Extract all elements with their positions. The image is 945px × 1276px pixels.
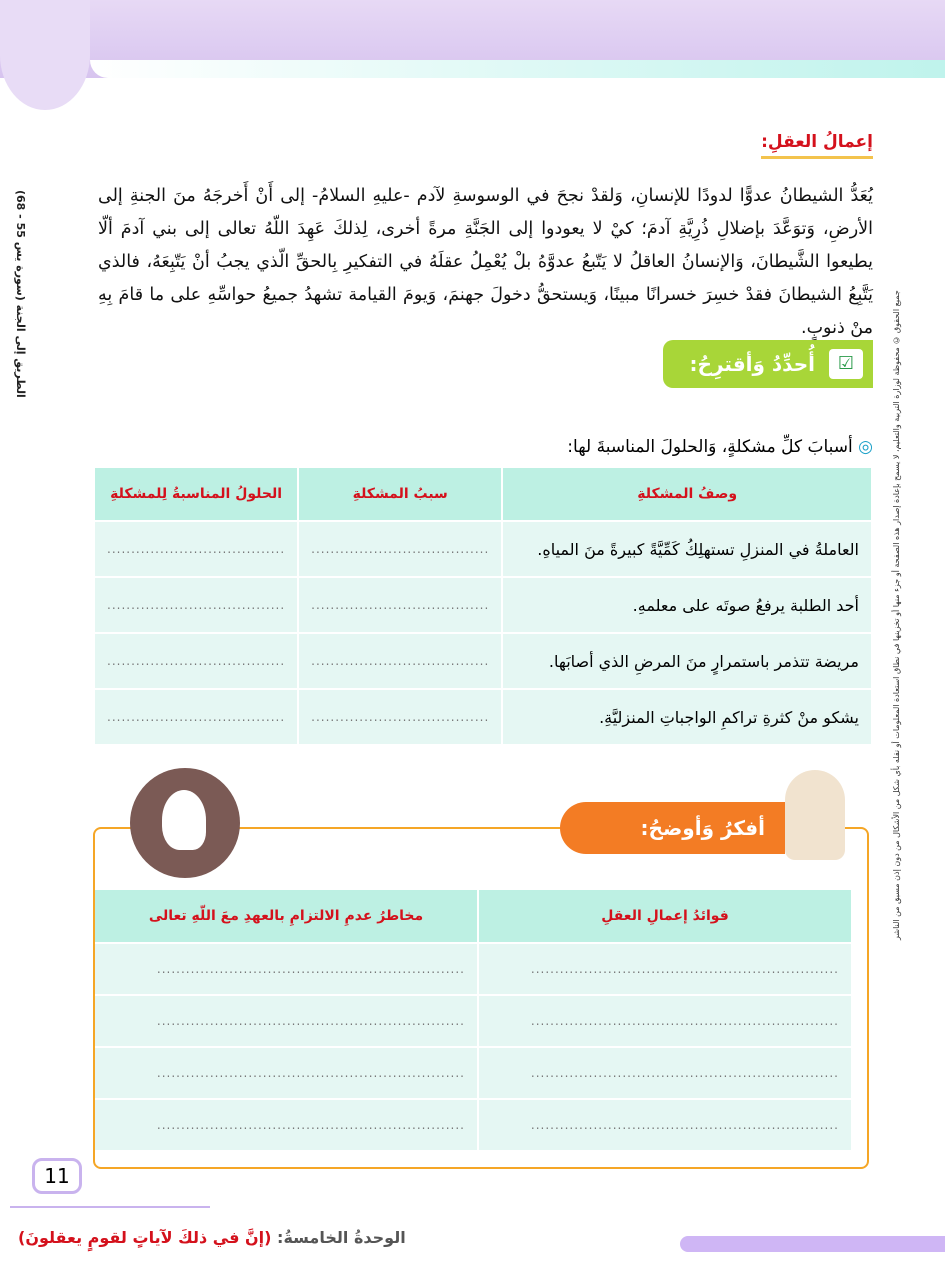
- activity1-title: أُحدِّدُ وَأقترِحُ:: [689, 352, 815, 376]
- cause-blank[interactable]: .....................................: [299, 690, 501, 744]
- benefits-risks-table: [93, 888, 853, 1152]
- benefit-blank[interactable]: ................................................................: [479, 1100, 851, 1150]
- unit-label: الوحدةُ الخامسةُ:: [277, 1228, 406, 1247]
- section-paragraph: يُعَدُّ الشيطانُ عدوًّا لدودًا للإنسانِ، وَلقدْ نجحَ في الوسوسةِ لآدم -عليهِ السلامُ- إلى أَنْ أَخرجَهُ منَ الجنةِ إلى الأرضِ، وَتوَعَّدَ بإضلالِ ذُرِيَّةِ آدمَ؛ كيْ لا يعودوا إلى الجَنَّةِ مرةً أخرى، لِذلكَ عَهِدَ اللّهُ تعالى إلى بني آدمَ ألّا يطيعوا الشَّيطانَ، وَالإنسانُ العاقلُ لا يَتّبعُ عدوَّهُ بلْ يُعْمِلُ عقلَهُ في التفكيرِ بِالحقِّ الّذي يجبُ أنْ يَتّبِعَهُ، فالذي يَتَّبِعُ الشيطانَ فقدْ خسِرَ خسرانًا مبينًا، وَيستحقُّ دخولَ جهنمَ، وَيومَ القيامة تشهدُ جميعُ حواسِّهِ على ما قامَ بِهِ منْ ذنوبٍ.: [98, 186, 873, 338]
- prompt-text: أسبابَ كلِّ مشكلةٍ، وَالحلولَ المناسبةَ لها:: [567, 437, 853, 457]
- head-lightbulb-icon: [130, 768, 240, 878]
- table-row: [95, 944, 851, 994]
- risk-blank[interactable]: ................................................................: [95, 944, 477, 994]
- table-row: [95, 690, 871, 744]
- cause-blank[interactable]: .....................................: [299, 578, 501, 632]
- solution-blank[interactable]: .....................................: [95, 634, 297, 688]
- footer-unit: [18, 1228, 406, 1247]
- header-description: وصفُ المشكلةِ: [503, 468, 871, 520]
- table-row: [95, 1048, 851, 1098]
- header-solution: الحلولُ المناسبةُ لِلمشكلةِ: [95, 468, 297, 520]
- risk-blank[interactable]: ................................................................: [95, 996, 477, 1046]
- cause-blank[interactable]: .....................................: [299, 634, 501, 688]
- benefit-blank[interactable]: ................................................................: [479, 944, 851, 994]
- footer-bar: [680, 1236, 945, 1252]
- cause-blank[interactable]: .....................................: [299, 522, 501, 576]
- unit-title: (إنَّ في ذلكَ لآياتٍ لقومٍ يعقلونَ): [18, 1228, 272, 1247]
- problem-text: يشكو منْ كثرةِ تراكمِ الواجباتِ المنزليَّةِ.: [503, 690, 871, 744]
- copyright-notice: جميع الحقوق © محفوظة لوزارة التربية والتعليم، لا يسمح بإعادة إصدار هذه الصفحة أو جزء منها أو تخزينها في نطاق استعادة المعلومات أو نقله بأي شكل من الأشكال من دون إذن مسبق من الناشر: [892, 290, 901, 940]
- table-row: [95, 578, 871, 632]
- side-title: الطريق إلى الجنة (سورة يس 55 - 68): [14, 190, 27, 398]
- section-heading: إعمالُ العقلِ:: [761, 132, 873, 159]
- problems-table: [93, 466, 873, 746]
- activity2-title: أفكرُ وَأوضحُ:: [640, 816, 765, 840]
- problem-text: أحد الطلبة يرفعُ صوتَه على معلمهِ.: [503, 578, 871, 632]
- solution-blank[interactable]: .....................................: [95, 578, 297, 632]
- checklist-icon: ☑: [829, 349, 863, 379]
- solution-blank[interactable]: .....................................: [95, 690, 297, 744]
- footer-line: [10, 1206, 210, 1208]
- activity1-prompt: [567, 437, 873, 457]
- benefit-blank[interactable]: ................................................................: [479, 996, 851, 1046]
- risk-blank[interactable]: ................................................................: [95, 1100, 477, 1150]
- header-risks: مخاطرُ عدمِ الالتزامِ بالعهدِ معَ اللّهِ تعالى: [95, 890, 477, 942]
- problem-text: مريضة تتذمر باستمرارٍ منَ المرضِ الذي أصابَها.: [503, 634, 871, 688]
- boy-illustration: [785, 770, 845, 860]
- dome-decoration: [0, 0, 90, 110]
- header-benefits: فوائدُ إعمالِ العقلِ: [479, 890, 851, 942]
- solution-blank[interactable]: .....................................: [95, 522, 297, 576]
- problem-text: العاملةُ في المنزلِ تستهلِكُ كَمِّيَّةً كبيرةً منَ المياهِ.: [503, 522, 871, 576]
- table-row: [95, 634, 871, 688]
- risk-blank[interactable]: ................................................................: [95, 1048, 477, 1098]
- activity2-banner: [560, 802, 785, 854]
- benefit-blank[interactable]: ................................................................: [479, 1048, 851, 1098]
- top-band-accent: [90, 60, 945, 78]
- bullet-icon: ◎: [852, 437, 873, 457]
- activity1-banner: [663, 340, 873, 388]
- header-cause: سببُ المشكلةِ: [299, 468, 501, 520]
- table-row: [95, 522, 871, 576]
- table-row: [95, 996, 851, 1046]
- page-number: 11: [32, 1158, 82, 1194]
- table-row: [95, 1100, 851, 1150]
